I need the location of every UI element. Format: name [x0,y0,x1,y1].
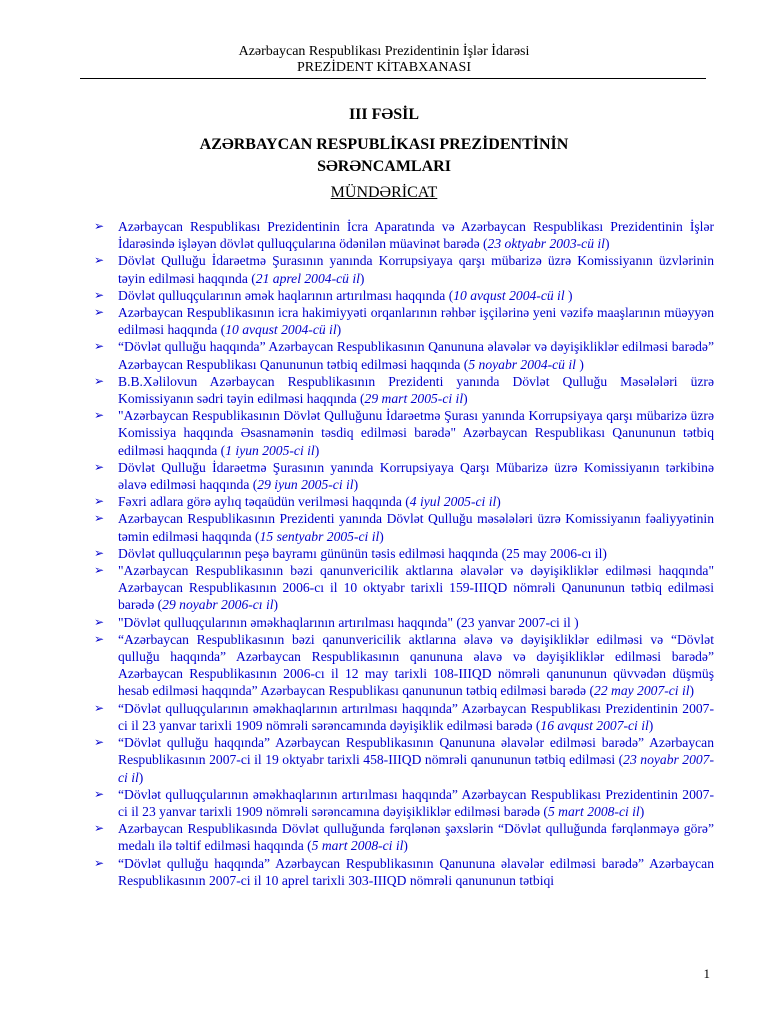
toc-entry-text: Fəxri adlara görə aylıq təqaüdün verilməsi haqqında ( [118,494,410,510]
arrow-bullet-icon: ➢ [94,305,105,320]
arrow-bullet-icon: ➢ [94,494,105,509]
arrow-bullet-icon: ➢ [94,459,105,474]
toc-entry[interactable] [94,545,714,562]
toc-entry-date: 10 avqust 2004-cü il [225,322,337,338]
toc-entry[interactable] [94,855,714,889]
toc-entry[interactable] [94,338,714,372]
header-library: PREZİDENT KİTABXANASI [296,60,471,75]
section-heading [0,134,768,178]
arrow-bullet-icon: ➢ [94,373,105,388]
toc-entry-tail: ) [575,356,584,372]
toc-entry-tail: ) [273,597,279,613]
arrow-bullet-icon: ➢ [94,253,105,268]
arrow-bullet-icon: ➢ [94,735,105,750]
arrow-bullet-icon: ➢ [94,563,105,578]
toc-entry-tail: ) [359,270,365,286]
toc-entry-text: "Dövlət qulluqçularının əməkhaqlarının artırılması haqqında" (23 yanvar 2007-ci il ) [118,614,579,630]
toc-entry-text: Azərbaycan Respublikasında Dövlət qulluğunda fərqlənən şəxslərin “Dövlət qulluğunda fərqlənməyə görə” medalı ilə təltif edilməsi haqqında ( [118,821,714,854]
toc-entry-text: “Dövlət qulluğu haqqında” Azərbaycan Respublikasının Qanununa əlavələr və dəyişikliklər edilməsi barədə” Azərbaycan Respublikası Qanununun tətbiq edilməsi haqqında ( [118,339,714,372]
section-heading-line-1: AZƏRBAYCAN RESPUBLİKASI PREZİDENTİNİN [199,136,569,153]
toc-entry-date: 1 iyun 2005-ci il [225,442,315,458]
toc-entry-text: “Azərbaycan Respublikasının bəzi qanunvericilik aktlarına əlavə və dəyişikliklər edilməsi və “Dövlət qulluğu haqqında” Azərbaycan Respublikasının qanununa əlavə və dəyişikliklər edilməsi barədə” Azərbaycan Respublikasının 2006-cı il 12 may tarixli 108-IIIQD nömrəli qanununun qüvvədən düşmüş hesab edilməsi haqqında” Azərbaycan Respublikası qanununun tətbiq edilməsi barədə ( [118,631,714,699]
arrow-bullet-icon: ➢ [94,339,105,354]
table-of-contents [94,218,714,889]
toc-entry[interactable] [94,786,714,820]
arrow-bullet-icon: ➢ [94,219,105,233]
toc-entry-tail: ) [648,717,654,733]
toc-entry[interactable] [94,407,714,459]
toc-entry[interactable] [94,287,714,304]
toc-entry-tail: ) [604,236,610,252]
arrow-bullet-icon: ➢ [94,287,105,302]
arrow-bullet-icon: ➢ [94,408,105,423]
toc-entry[interactable] [94,373,714,407]
toc-entry-tail: ) [138,769,144,785]
toc-entry-text: B.B.Xəlilovun Azərbaycan Respublikasının Prezidenti yanında Dövlət Qulluğu Məsələləri üzrə Komissiyanın sədri təyin edilməsi haqqında ( [118,373,714,407]
toc-entry-tail: ) [564,287,573,303]
toc-entry-tail: ) [496,494,501,510]
toc-entry-text: "Azərbaycan Respublikasının Dövlət Qulluğunu İdarəetmə Şurası yanında Korrupsiyaya qarşı mübarizə üzrə Komissiya haqqında Əsasnamənin təsdiq edilməsi barədə" Azərbaycan Respublikası Qanununun tətbiq edilməsi haqqında ( [118,408,714,458]
toc-entry-date: 29 noyabr 2006-cı il [162,597,274,613]
toc-entry-text: Dövlət Qulluğu İdarəetmə Şurasının yanında Korrupsiyaya qarşı mübarizə üzrə Komissiyanın üzvlərinin təyin edilməsi haqqında ( [118,253,714,286]
toc-entry[interactable] [94,304,714,338]
arrow-bullet-icon: ➢ [94,545,105,560]
toc-entry-tail: ) [639,803,645,819]
toc-entry-tail: ) [689,683,695,699]
toc-entry-text: “Dövlət qulluqçularının əməkhaqlarının artırılması haqqında” Azərbaycan Respublikası Prezidentinin 2007-ci il 23 yanvar tarixli 1909 nömrəli sərəncamına dəyişikliklər edilməsi barədə ( [118,786,714,819]
toc-entry-date: 5 mart 2008-ci il [547,803,640,819]
toc-entry-date: 5 noyabr 2004-cü il [468,356,576,372]
toc-entry-tail: ) [403,838,408,854]
toc-entry-date: 23 noyabr 2007-ci il [118,752,714,785]
toc-entry-tail: ) [314,442,320,458]
toc-entry-text: Azərbaycan Respublikasının Prezidenti yanında Dövlət Qulluğu məsələləri üzrə Komissiyanın fəaliyyətinin təmin edilməsi haqqında ( [118,511,714,544]
header-institution: Azərbaycan Respublikası Prezidentinin İşlər İdarəsi [238,44,530,59]
toc-entry-date: 16 avqust 2007-ci il [540,717,649,733]
toc-entry-text: Dövlət Qulluğu İdarəetmə Şurasının yanında Korrupsiyaya Qarşı Mübarizə üzrə Komissiyanın tərkibinə əlavə edilməsi haqqında ( [118,459,714,493]
toc-entry-tail: ) [379,528,384,544]
toc-entry-date: 29 mart 2005-ci il [364,391,464,407]
toc-entry[interactable] [94,493,714,510]
toc-entry-text: “Dövlət qulluqçularının əməkhaqlarının artırılması haqqında” Azərbaycan Respublikası Prezidentinin 2007-ci il 23 yanvar tarixli 1909 nömrəli sərəncamında dəyişiklik edilməsi barədə ( [118,700,714,733]
toc-entry-text: Dövlət qulluqçularının əmək haqlarının artırılması haqqında ( [118,287,454,303]
toc-entry-date: 5 mart 2008-ci il [311,838,404,854]
contents-heading: MÜNDƏRİCAT [330,184,438,201]
toc-entry-text: “Dövlət qulluğu haqqında” Azərbaycan Respublikasının Qanununa əlavələr edilməsi barədə” Azərbaycan Respublikasının 2007-ci il 19 oktyabr tarixli 458-IIIQD nömrəli qanununun tətbiq edilməsi ( [118,735,714,768]
toc-entry-text: Azərbaycan Respublikası Prezidentinin İcra Aparatında və Azərbaycan Respublikası Prezidentinin İşlər İdarəsində işləyən dövlət qulluqçularına ödənilən müavinət barədə ( [118,219,714,252]
toc-entry-date: 22 may 2007-ci il [594,683,690,699]
toc-entry-date: 21 aprel 2004-cü il [255,270,360,286]
toc-entry-text: “Dövlət qulluğu haqqında” Azərbaycan Respublikasının Qanununa əlavələr edilməsi barədə” Azərbaycan Respublikasının 2007-ci il 10 aprel tarixli 303-IIIQD nömrəli qanununun tətbiqi [118,855,714,888]
toc-entry-text: "Azərbaycan Respublikasının bəzi qanunvericilik aktlarına əlavələr və dəyişikliklər edilməsi haqqında" Azərbaycan Respublikasının 2006-cı il 10 oktyabr tarixli 159-IIIQD nömrəli Qanununun tətbiq edilməsi barədə ( [118,563,714,613]
toc-entry-text: Dövlət qulluqçularının peşə bayramı gününün təsis edilməsi haqqında (25 may 2006-cı il) [118,545,607,561]
header-rule [80,78,706,79]
arrow-bullet-icon: ➢ [94,614,105,629]
arrow-bullet-icon: ➢ [94,631,105,646]
toc-entry[interactable] [94,700,714,734]
toc-entry-tail: ) [353,477,359,493]
arrow-bullet-icon: ➢ [94,786,105,801]
toc-entry[interactable] [94,218,714,252]
toc-entry-date: 4 iyul 2005-ci il [409,494,497,510]
toc-entry-text: Azərbaycan Respublikasının icra hakimiyyəti orqanlarının rəhbər işçilərinə yeni vəzifə maaşlarının müəyyən edilməsi haqqında ( [118,305,714,338]
chapter-title: III FƏSİL [348,106,420,123]
toc-entry[interactable] [94,510,714,544]
toc-entry-date: 23 oktyabr 2003-cü il [487,236,605,252]
toc-entry-tail: ) [463,391,468,407]
toc-entry-date: 15 sentyabr 2005-ci il [259,528,380,544]
toc-entry[interactable] [94,820,714,854]
toc-entry-date: 10 avqust 2004-cü il [453,287,565,303]
arrow-bullet-icon: ➢ [94,511,105,526]
toc-entry[interactable] [94,252,714,286]
arrow-bullet-icon: ➢ [94,855,105,870]
arrow-bullet-icon: ➢ [94,821,105,836]
toc-entry[interactable] [94,614,714,631]
toc-entry[interactable] [94,562,714,614]
toc-entry[interactable] [94,631,714,700]
toc-entry-date: 29 iyun 2005-ci il [257,477,354,493]
toc-entry[interactable] [94,459,714,493]
toc-entry-tail: ) [336,322,342,338]
page-number: 1 [703,966,710,981]
arrow-bullet-icon: ➢ [94,700,105,715]
toc-entry[interactable] [94,734,714,786]
section-heading-line-2: SƏRƏNCAMLARI [317,158,451,175]
